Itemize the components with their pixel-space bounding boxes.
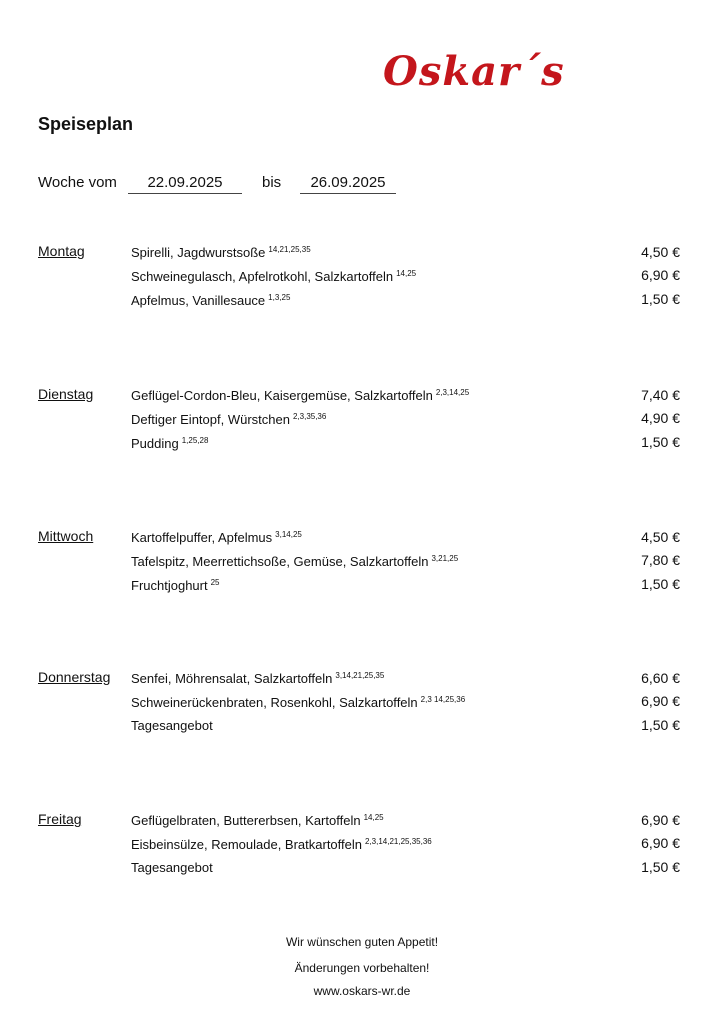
dish-item [131, 245, 311, 261]
dish-item [131, 554, 458, 570]
dish-price: 6,90 € [641, 267, 680, 283]
dish-text: Senfei, Möhrensalat, Salzkartoffeln [131, 671, 333, 686]
week-start-date: 22.09.2025 [128, 174, 242, 194]
day-name: Mittwoch [38, 528, 94, 544]
dish-item [131, 671, 384, 687]
allergen-codes: 1,25,28 [181, 436, 209, 445]
dish-price: 1,50 € [641, 859, 680, 875]
dish-price: 4,50 € [641, 244, 680, 260]
dish-text: Kartoffelpuffer, Apfelmus [131, 530, 273, 545]
dish-price: 1,50 € [641, 576, 680, 592]
dish-price: 7,80 € [641, 552, 680, 568]
dish-text: Tafelspitz, Meerrettichsoße, Gemüse, Salzkartoffeln [131, 554, 429, 569]
allergen-codes: 2,3,14,25 [435, 388, 470, 397]
allergen-codes: 2,3,35,36 [292, 412, 327, 421]
dish-item [131, 388, 469, 404]
week-end-date: 26.09.2025 [300, 174, 396, 194]
footer-greeting: Wir wünschen guten Appetit! [285, 935, 439, 949]
dish-price: 7,40 € [641, 387, 680, 403]
footer-website-link[interactable]: www.oskars-wr.de [313, 984, 411, 998]
dish-item [131, 578, 220, 594]
dish-price: 1,50 € [641, 291, 680, 307]
allergen-codes: 3,14,21,25,35 [335, 671, 385, 680]
dish-item [131, 436, 208, 452]
dish-item [131, 269, 416, 285]
allergen-codes: 3,21,25 [431, 554, 459, 563]
dish-price: 4,90 € [641, 410, 680, 426]
dish-item [131, 412, 326, 428]
dish-text: Eisbeinsülze, Remoulade, Bratkartoffeln [131, 837, 362, 852]
week-label: Woche vom [38, 174, 117, 191]
dish-text: Geflügel-Cordon-Bleu, Kaisergemüse, Salzkartoffeln [131, 388, 433, 403]
dish-item [131, 837, 432, 853]
day-name: Montag [38, 243, 85, 259]
allergen-codes: 14,25 [396, 269, 417, 278]
dish-text: Pudding [131, 436, 179, 451]
dish-text: Tagesangebot [131, 860, 213, 875]
day-name: Donnerstag [38, 669, 111, 685]
allergen-codes: 25 [210, 578, 220, 587]
allergen-codes: 14,25 [363, 813, 384, 822]
dish-item [131, 695, 465, 711]
dish-text: Schweinerückenbraten, Rosenkohl, Salzkartoffeln [131, 695, 418, 710]
allergen-codes: 14,21,25,35 [268, 245, 311, 254]
dish-price: 1,50 € [641, 717, 680, 733]
dish-price: 6,90 € [641, 812, 680, 828]
dish-price: 4,50 € [641, 529, 680, 545]
allergen-codes: 2,3,14,21,25,35,36 [365, 837, 432, 846]
allergen-codes: 2,3 14,25,36 [420, 695, 466, 704]
dish-price: 6,90 € [641, 693, 680, 709]
dish-text: Deftiger Eintopf, Würstchen [131, 412, 290, 427]
dish-item [131, 860, 213, 876]
allergen-codes: 3,14,25 [275, 530, 302, 539]
dish-price: 6,60 € [641, 670, 680, 686]
day-name: Freitag [38, 811, 82, 827]
dish-text: Tagesangebot [131, 718, 213, 733]
day-name: Dienstag [38, 386, 94, 402]
dish-item [131, 813, 384, 829]
dish-price: 6,90 € [641, 835, 680, 851]
week-separator: bis [262, 174, 282, 191]
dish-text: Geflügelbraten, Buttererbsen, Kartoffeln [131, 813, 361, 828]
dish-item [131, 718, 213, 734]
allergen-codes: 1,3,25 [268, 293, 291, 302]
dish-text: Schweinegulasch, Apfelrotkohl, Salzkartoffeln [131, 269, 394, 284]
page-title: Speiseplan [38, 114, 134, 134]
dish-text: Apfelmus, Vanillesauce [131, 293, 266, 308]
dish-item [131, 530, 302, 546]
dish-price: 1,50 € [641, 434, 680, 450]
dish-item [131, 293, 290, 309]
dish-text: Fruchtjoghurt [131, 578, 208, 593]
dish-text: Spirelli, Jagdwurstsoße [131, 245, 266, 260]
oskars-logo: Oskar´s [383, 48, 565, 95]
footer-disclaimer: Änderungen vorbehalten! [294, 961, 430, 975]
